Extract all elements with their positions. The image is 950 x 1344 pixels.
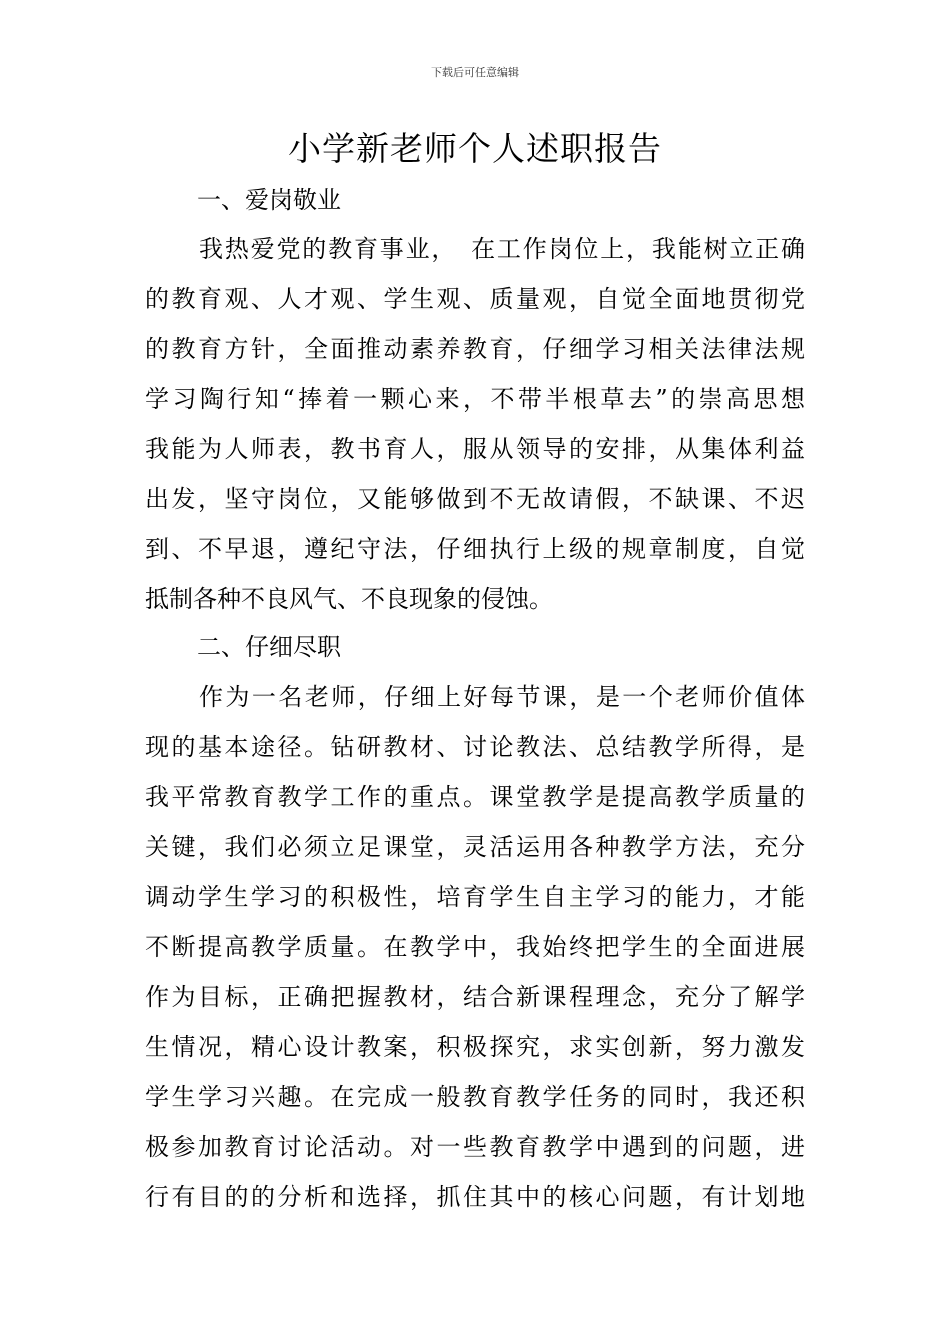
paragraph-line: 关键，我们必须立足课堂，灵活运用各种教学方法，充分 <box>145 833 805 861</box>
paragraph-line: 行有目的的分析和选择，抓住其中的核心问题，有计划地 <box>145 1183 805 1211</box>
paragraph-line: 出发，坚守岗位，又能够做到不无故请假，不缺课、不迟 <box>145 485 805 513</box>
paragraph-line: 的教育方针，全面推动素养教育，仔细学习相关法律法规 <box>145 335 805 363</box>
section-heading: 一、爱岗敬业 <box>197 186 341 214</box>
paragraph-line: 到、不早退，遵纪守法，仔细执行上级的规章制度，自觉 <box>145 535 805 563</box>
paragraph-line: 调动学生学习的积极性，培育学生自主学习的能力，才能 <box>145 883 805 911</box>
paragraph-line: 抵制各种不良风气、不良现象的侵蚀。 <box>145 585 553 613</box>
paragraph-line: 作为目标，正确把握教材，结合新课程理念，充分了解学 <box>145 983 805 1011</box>
paragraph-line: 学习陶行知“捧着一颗心来，不带半根草去”的崇高思想 <box>145 385 805 413</box>
paragraph-line: 现的基本途径。钻研教材、讨论教法、总结教学所得，是 <box>145 733 805 761</box>
paragraph-line: 极参加教育讨论活动。对一些教育教学中遇到的问题，进 <box>145 1133 805 1161</box>
paragraph-line: 学生学习兴趣。在完成一般教育教学任务的同时，我还积 <box>145 1083 805 1111</box>
paragraph-line: 我能为人师表，教书育人，服从领导的安排，从集体利益 <box>145 435 805 463</box>
document-title: 小学新老师个人述职报告 <box>288 129 662 168</box>
paragraph-line: 不断提高教学质量。在教学中，我始终把学生的全面进展 <box>145 933 805 961</box>
paragraph-line: 生情况，精心设计教案，积极探究，求实创新，努力激发 <box>145 1033 805 1061</box>
paragraph-line: 的教育观、人才观、学生观、质量观，自觉全面地贯彻党 <box>145 285 805 313</box>
section-heading: 二、仔细尽职 <box>197 633 341 661</box>
paragraph-line: 作为一名老师，仔细上好每节课，是一个老师价值体 <box>199 683 805 711</box>
paragraph-line: 我平常教育教学工作的重点。课堂教学是提高教学质量的 <box>145 783 805 811</box>
header-note: 下载后可任意编辑 <box>431 66 519 79</box>
paragraph-line: 我热爱党的教育事业， 在工作岗位上，我能树立正确 <box>199 235 805 263</box>
